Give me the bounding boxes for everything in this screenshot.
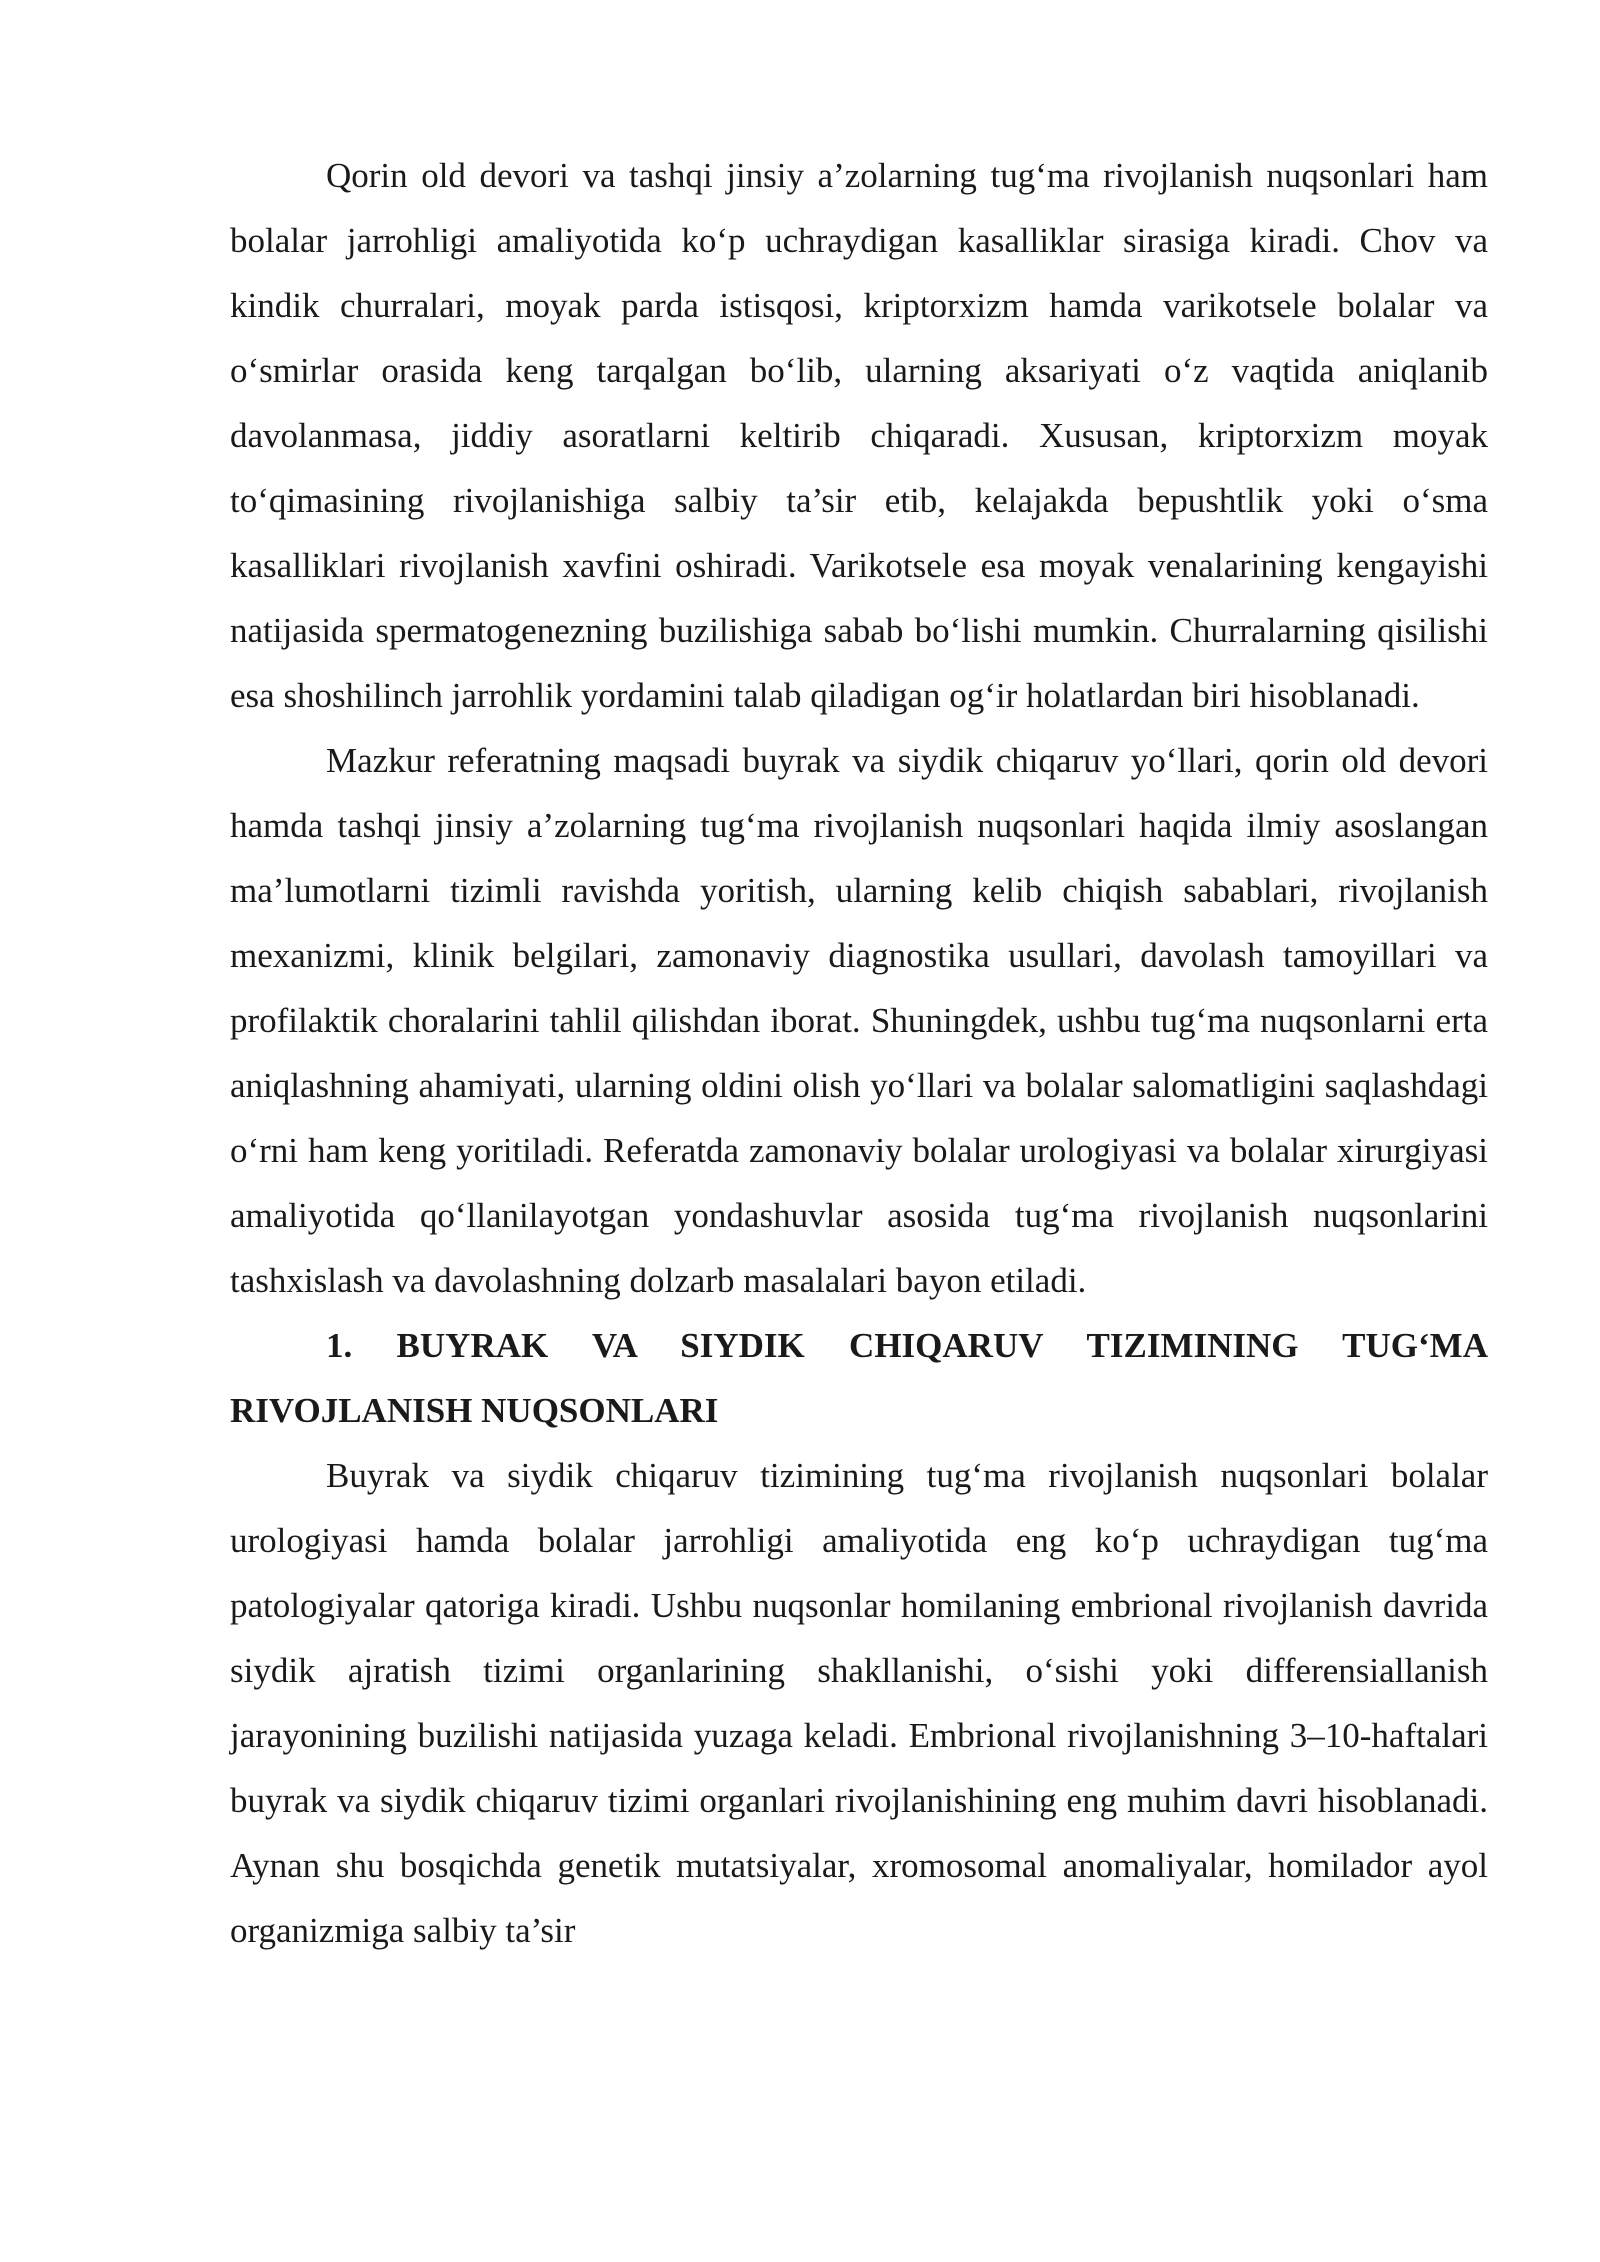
paragraph-section-body: Buyrak va siydik chiqaruv tizimining tug‘ma rivojlanish nuqsonlari bolalar urologiyasi hamda bolalar jarrohligi amaliyotida eng ko‘p uchraydigan tug‘ma patologiyalar qatoriga kiradi. Ushbu nuqsonlar homilaning embrional rivojlanish davrida siydik ajratish tizimi organlarining shakllanishi, o‘sishi yoki differensiallanish jarayonining buzilishi natijasida yuzaga keladi. Embrional rivojlanishning 3–10-haftalari buyrak va siydik chiqaruv tizimi organlari rivojlanishining eng muhim davri hisoblanadi. Aynan shu bosqichda genetik mutatsiyalar, xromosomal anomaliyalar, homilador ayol organizmiga salbiy ta’sir <box>230 1456 1488 1950</box>
document-page <box>230 143 1488 1963</box>
paragraph-purpose: Mazkur referatning maqsadi buyrak va siydik chiqaruv yo‘llari, qorin old devori hamda tashqi jinsiy a’zolarning tug‘ma rivojlanish nuqsonlari haqida ilmiy asoslangan ma’lumotlarni tizimli ravishda yoritish, ularning kelib chiqish sabablari, rivojlanish mexanizmi, klinik belgilari, zamonaviy diagnostika usullari, davolash tamoyillari va profilaktik choralarini tahlil qilishdan iborat. Shuningdek, ushbu tug‘ma nuqsonlarni erta aniqlashning ahamiyati, ularning oldini olish yo‘llari va bolalar salomatligini saqlashdagi o‘rni ham keng yoritiladi. Referatda zamonaviy bolalar urologiyasi va bolalar xirurgiyasi amaliyotida qo‘llanilayotgan yondashuvlar asosida tug‘ma rivojlanish nuqsonlarini tashxislash va davolashning dolzarb masalalari bayon etiladi. <box>230 741 1488 1300</box>
section-heading: 1. BUYRAK VA SIYDIK CHIQARUV TIZIMINING TUG‘MA RIVOJLANISH NUQSONLARI <box>230 1326 1488 1430</box>
paragraph-intro-defects: Qorin old devori va tashqi jinsiy a’zolarning tug‘ma rivojlanish nuqsonlari ham bolalar jarrohligi amaliyotida ko‘p uchraydigan kasalliklar sirasiga kiradi. Chov va kindik churralari, moyak parda istisqosi, kriptorxizm hamda varikotsele bolalar va o‘smirlar orasida keng tarqalgan bo‘lib, ularning aksariyati o‘z vaqtida aniqlanib davolanmasa, jiddiy asoratlarni keltirib chiqaradi. Xususan, kriptorxizm moyak to‘qimasining rivojlanishiga salbiy ta’sir etib, kelajakda bepushtlik yoki o‘sma kasalliklari rivojlanish xavfini oshiradi. Varikotsele esa moyak venalarining kengayishi natijasida spermatogenezning buzilishiga sabab bo‘lishi mumkin. Churralarning qisilishi esa shoshilinch jarrohlik yordamini talab qiladigan og‘ir holatlardan biri hisoblanadi. <box>230 156 1488 715</box>
